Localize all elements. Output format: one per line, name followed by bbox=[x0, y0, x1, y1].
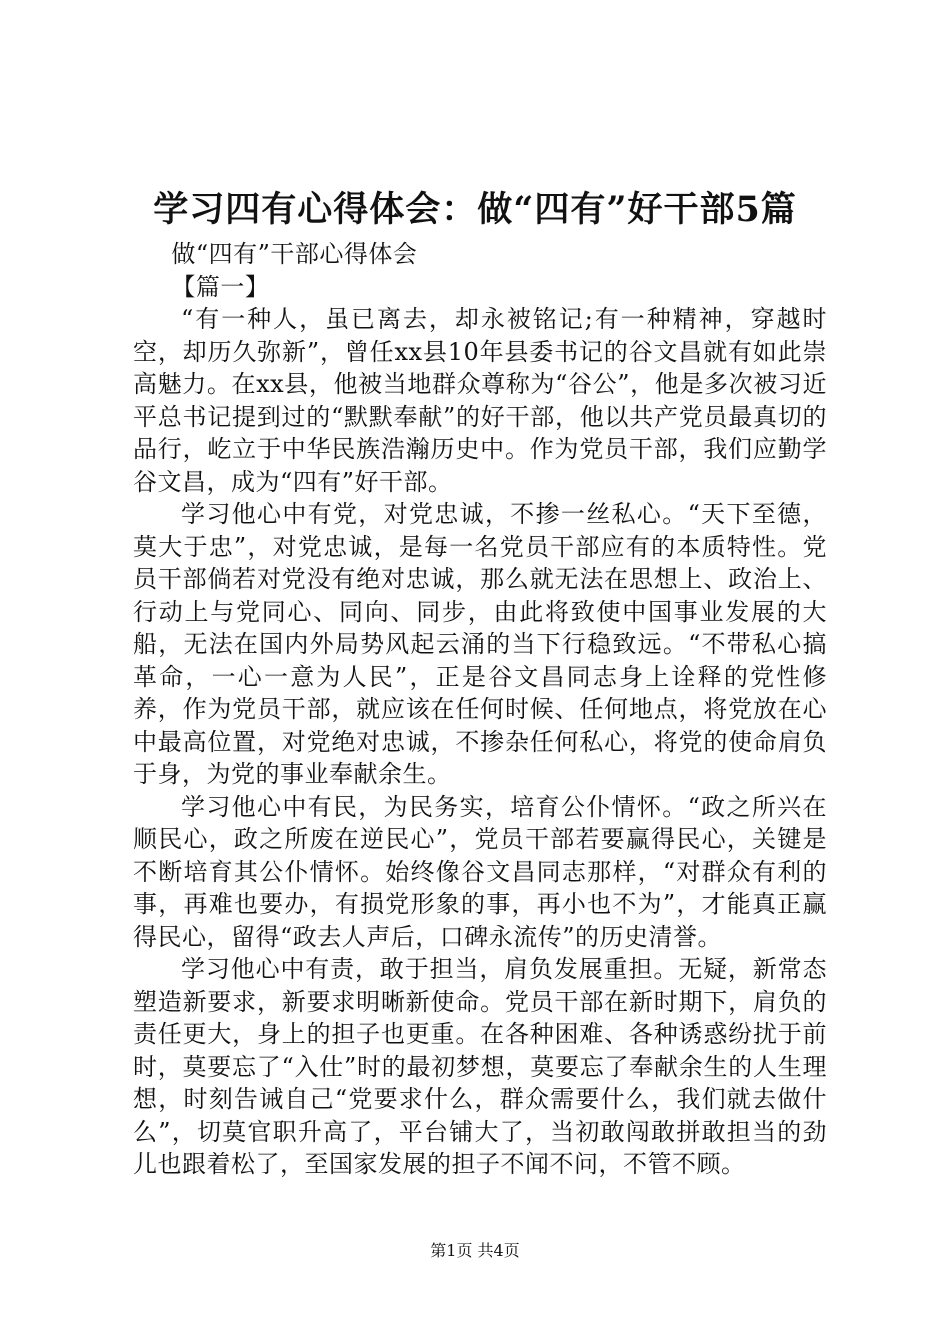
document-title: 学习四有心得体会：做“四有”好干部5篇 bbox=[153, 189, 797, 230]
document-subtitle: 做“四有”干部心得体会 bbox=[171, 240, 418, 268]
paragraph: “有一种人，虽已离去，却永被铭记;有一种精神，穿越时空，却历久弥新”，曾任xx县10年县委书记的谷文昌就有如此崇高魅力。在xx县，他被当地群众尊称为“谷公”，他是多次被习近平总书记提到过的“默默奉献”的好干部，他以共产党员最真切的品行，屹立于中华民族浩瀚历史中。作为党员干部，我们应勤学谷文昌，成为“四有”好干部。 bbox=[133, 305, 827, 496]
document-body bbox=[133, 238, 827, 1181]
section-label: 【篇一】 bbox=[171, 272, 270, 301]
page-footer: 第1页 共4页 bbox=[430, 1241, 520, 1260]
paragraph: 学习他心中有党，对党忠诚，不掺一丝私心。“天下至德，莫大于忠”，对党忠诚，是每一名党员干部应有的本质特性。党员干部倘若对党没有绝对忠诚，那么就无法在思想上、政治上、行动上与党同心、同向、同步，由此将致使中国事业发展的大船，无法在国内外局势风起云涌的当下行稳致远。“不带私心搞革命，一心一意为人民”，正是谷文昌同志身上诠释的党性修养，作为党员干部，就应该在任何时候、任何地点，将党放在心中最高位置，对党绝对忠诚，不掺杂任何私心，将党的使命肩负于身，为党的事业奉献余生。 bbox=[133, 500, 827, 788]
paragraph: 学习他心中有民，为民务实，培育公仆情怀。“政之所兴在顺民心，政之所废在逆民心”，党员干部若要赢得民心，关键是不断培育其公仆情怀。始终像谷文昌同志那样，“对群众有利的事，再难也要办，有损党形象的事，再小也不为”，才能真正赢得民心，留得“政去人声后，口碑永流传”的历史清誉。 bbox=[133, 792, 827, 951]
paragraph: 学习他心中有责，敢于担当，肩负发展重担。无疑，新常态塑造新要求，新要求明晰新使命。党员干部在新时期下，肩负的责任更大，身上的担子也更重。在各种困难、各种诱惑纷扰于前时，莫要忘了“入仕”时的最初梦想，莫要忘了奉献余生的人生理想，时刻告诫自己“党要求什么，群众需要什么，我们就去做什么”，切莫官职升高了，平台铺大了，当初敢闯敢拼敢担当的劲儿也跟着松了，至国家发展的担子不闻不问，不管不顾。 bbox=[133, 955, 827, 1178]
